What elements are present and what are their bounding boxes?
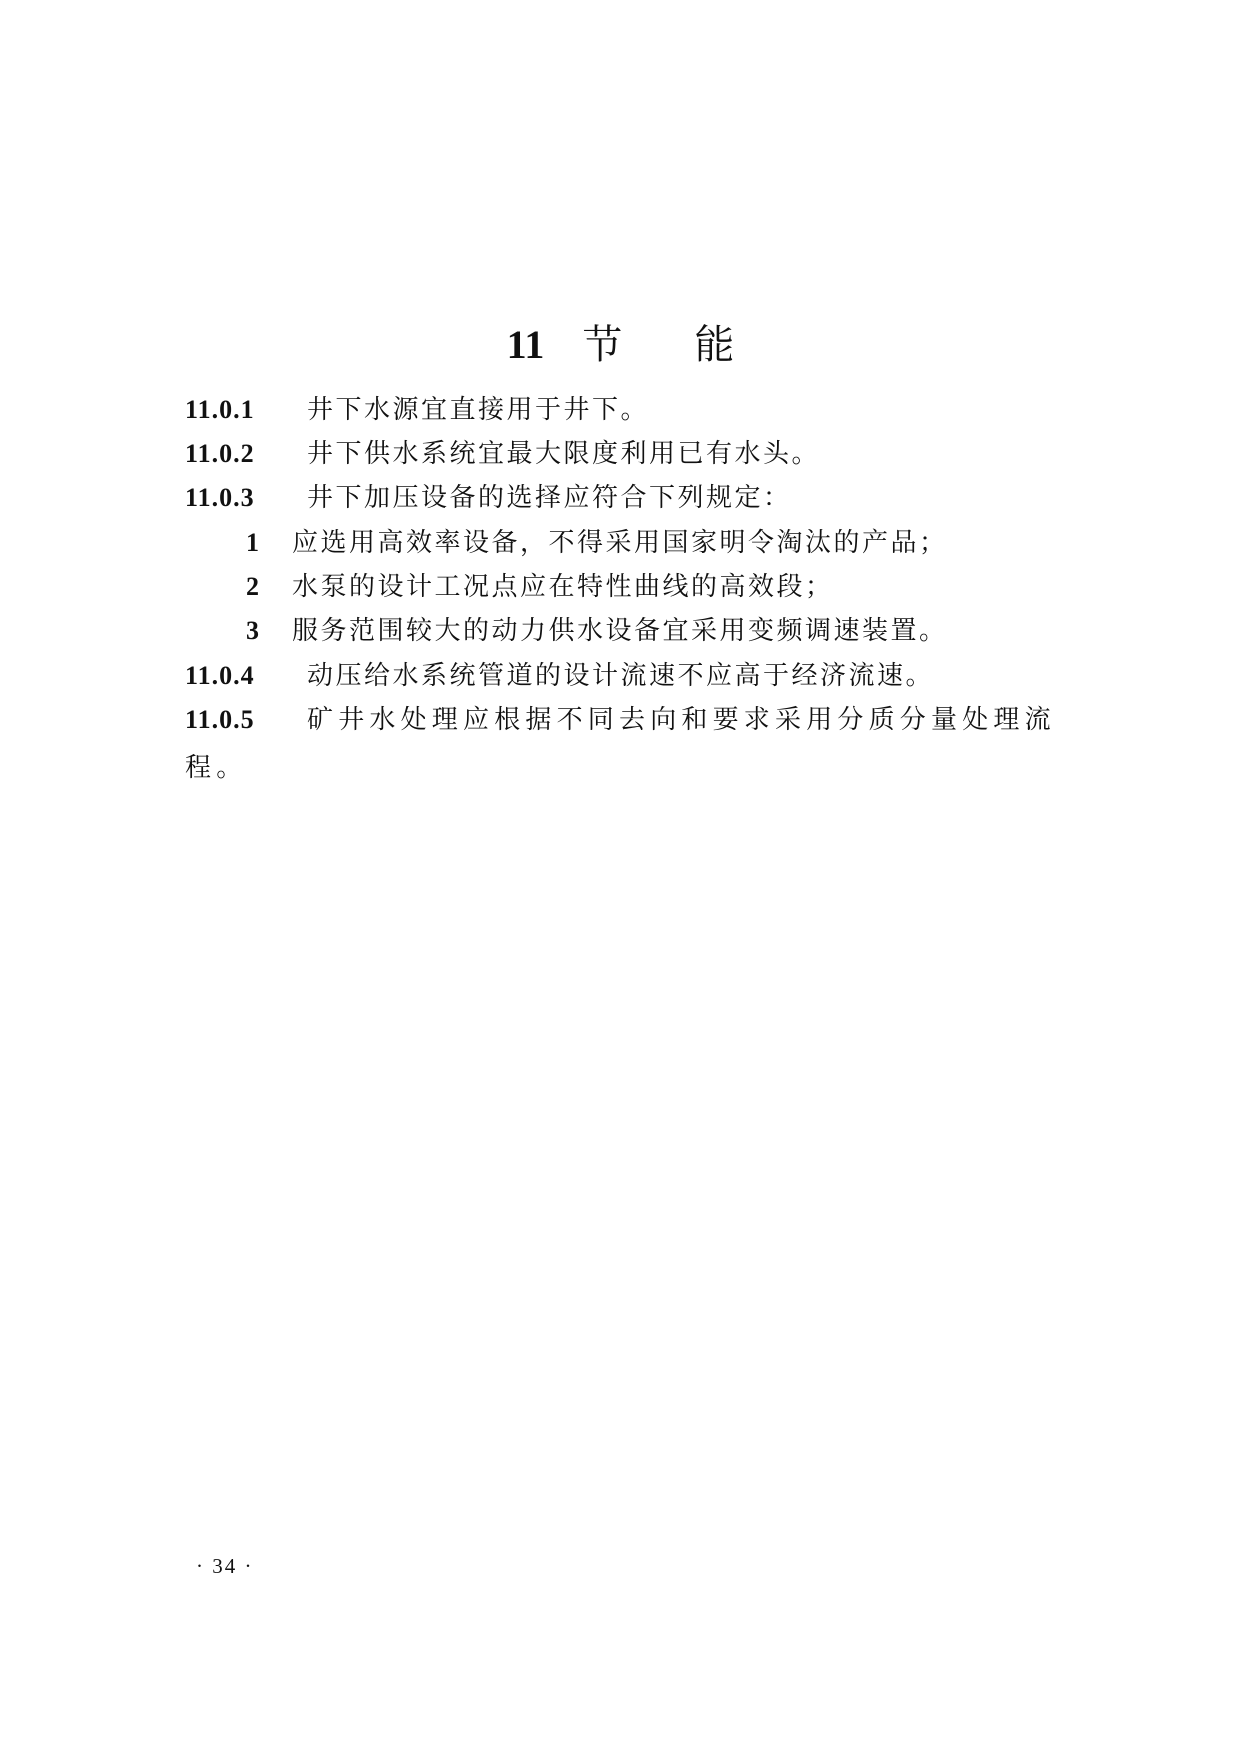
item-text: 水泵的设计工况点应在特性曲线的高效段； (292, 572, 834, 602)
clause-text: 动压给水系统管道的设计流速不应高于经济流速。 (307, 661, 935, 691)
clause-11-0-5 (185, 696, 1065, 792)
list-item-1 (246, 519, 948, 567)
clause-number: 11.0.4 (185, 661, 255, 690)
clause-11-0-4 (185, 652, 1065, 700)
list-item-3 (246, 607, 948, 655)
clause-text: 井下加压设备的选择应符合下列规定： (307, 483, 792, 513)
clause-text: 井下供水系统宜最大限度利用已有水头。 (307, 439, 821, 469)
chapter-title (0, 317, 1241, 373)
chapter-title-part1: 节 (582, 321, 623, 368)
chapter-title-part2: 能 (694, 321, 735, 368)
clause-number: 11.0.5 (185, 705, 255, 734)
clause-11-0-1 (185, 386, 1065, 434)
item-number: 1 (246, 528, 262, 557)
clause-text: 矿井水处理应根据不同去向和要求采用分质分量处理流程。 (185, 705, 1056, 783)
clause-number: 11.0.1 (185, 395, 255, 424)
clause-11-0-2 (185, 430, 1065, 478)
clause-11-0-3 (185, 474, 1065, 522)
clause-number: 11.0.2 (185, 439, 255, 468)
page-number: · 34 · (196, 1554, 254, 1578)
item-text: 服务范围较大的动力供水设备宜采用变频调速装置。 (292, 616, 948, 646)
chapter-number: 11 (506, 321, 545, 367)
list-item-2 (246, 563, 834, 611)
item-number: 3 (246, 616, 262, 645)
item-number: 2 (246, 572, 262, 601)
item-text: 应选用高效率设备，不得采用国家明令淘汰的产品； (292, 528, 948, 558)
clause-text: 井下水源宜直接用于井下。 (307, 395, 650, 425)
clause-number: 11.0.3 (185, 483, 255, 512)
